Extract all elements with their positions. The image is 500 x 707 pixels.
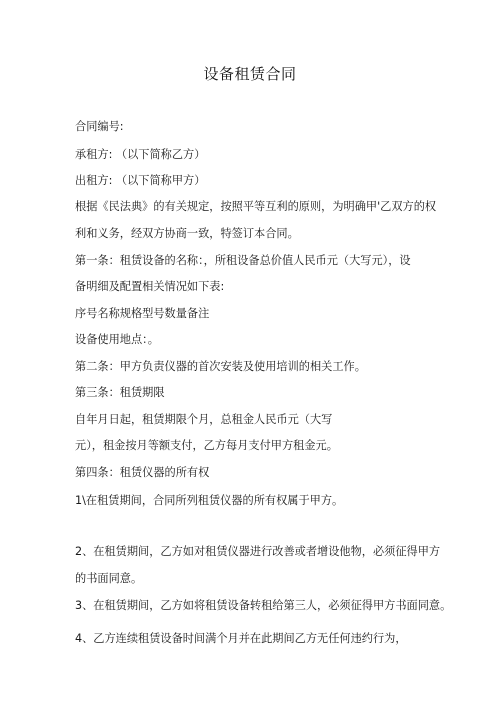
article-4-line: 第四条：租赁仪器的所有权 bbox=[75, 466, 210, 479]
article-3-line: 第三条：租赁期限 bbox=[75, 386, 165, 399]
paragraph-line: 根据《民法典》的有关规定，按照平等互利的原则，为明确甲'乙双方的权 bbox=[75, 200, 437, 213]
document-title: 设备租赁合同 bbox=[203, 65, 297, 83]
paragraph-line: 备明细及配置相关情况如下表: bbox=[75, 280, 225, 293]
contract-number-line: 合同编号: bbox=[75, 120, 124, 133]
lessor-line: 出租方: （以下简称甲方） bbox=[75, 174, 206, 187]
article-2-line: 第二条：甲方负责仪器的首次安装及使用培训的相关工作。 bbox=[75, 360, 366, 373]
clause-3-line: 3、在租赁期间，乙方如将租赁设备转租给第三人，必须征得甲方书面同意。 bbox=[75, 599, 452, 612]
paragraph-line: 的书面同意。 bbox=[75, 572, 143, 585]
lessee-line: 承租方: （以下简称乙方） bbox=[75, 148, 206, 161]
paragraph-line: 利和义务，经双方协商一致，特签订本合同。 bbox=[75, 227, 299, 240]
article-1-line: 第一条：租赁设备的名称：，所租设备总价值人民币元（大写元），设 bbox=[75, 254, 411, 267]
table-header-line: 序号名称规格型号数量备注 bbox=[75, 307, 210, 320]
paragraph-line: 自年月日起，租赁期限个月，总租金人民币元（大写 bbox=[75, 413, 333, 426]
clause-1-line: 1\在租赁期间，合同所列租赁仪器的所有权属于甲方。 bbox=[75, 494, 344, 507]
clause-4-line: 4、乙方连续租赁设备时间满个月并在此期间乙方无任何违约行为， bbox=[75, 632, 407, 645]
clause-2-line: 2、在租赁期间，乙方如对租赁仪器进行改善或者增设他物，必须征得甲方 bbox=[75, 545, 441, 558]
location-line: 设备使用地点：。 bbox=[75, 333, 159, 346]
paragraph-line: 元），租金按月等额支付，乙方每月支付甲方租金元。 bbox=[75, 439, 338, 452]
